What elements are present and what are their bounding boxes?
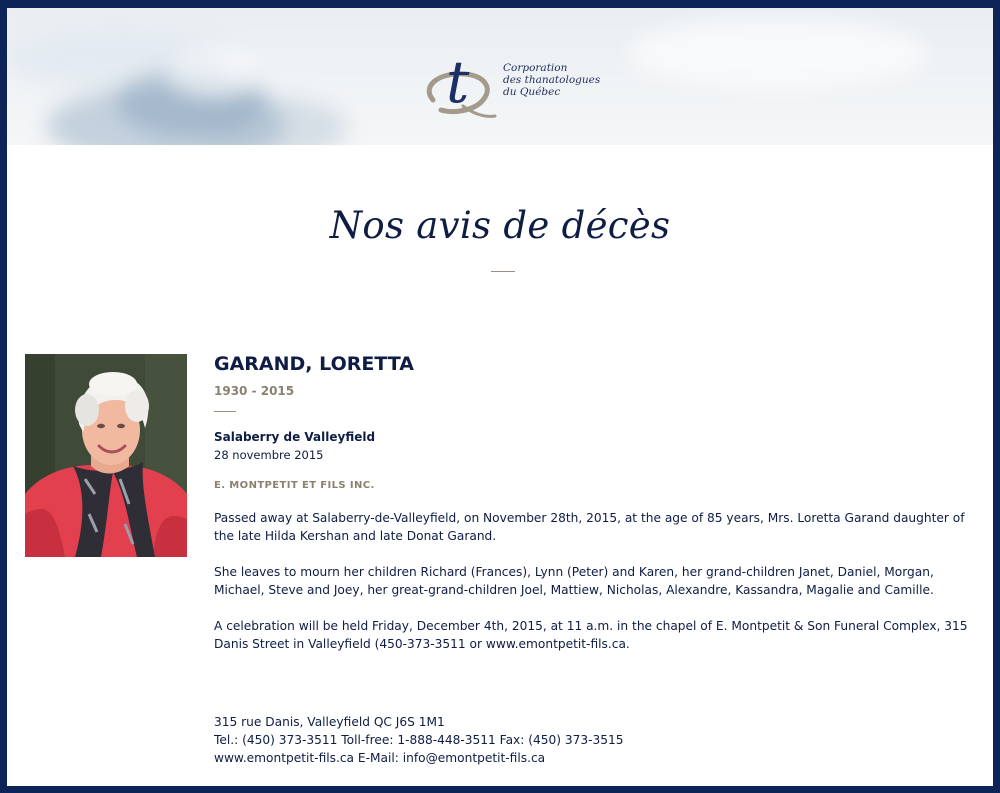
- logo-line: du Québec: [503, 86, 561, 98]
- life-years: 1930 - 2015: [214, 384, 295, 398]
- logo-line: des thanatologues: [503, 74, 601, 86]
- cloud-decoration: [167, 48, 257, 98]
- funeral-home-contact: [214, 713, 974, 767]
- deceased-name: GARAND, LORETTA: [214, 353, 414, 375]
- site-logo[interactable]: [419, 44, 619, 124]
- contact-web-email: www.emontpetit-fils.ca E-Mail: info@emontpetit-fils.ca: [214, 751, 546, 765]
- obituary-paragraph: A celebration will be held Friday, December 4th, 2015, at 11 a.m. in the chapel of E. Montpetit & Son Funeral Complex, 315 Danis Street in Valleyfield (450-373-3511 or www.emontpetit-fils.ca.: [214, 619, 968, 651]
- obituary-paragraph: Passed away at Salaberry-de-Valleyfield, on November 28th, 2015, at the age of 85 years, Mrs. Loretta Garand daughter of the late Hilda Kershan and late Donat Garand.: [214, 511, 965, 543]
- name-divider: [214, 411, 236, 412]
- title-divider: [491, 271, 515, 272]
- funeral-home-name: E. MONTPETIT ET FILS INC.: [214, 480, 375, 491]
- obituary-paragraph: She leaves to mourn her children Richard (Frances), Lynn (Peter) and Karen, her grand-children Janet, Daniel, Morgan, Michael, Steve and Joey, her great-grand-children Joel, Mattiew, Nicholas, Alexandre, Kassandra, Magalie and Camille.: [214, 565, 934, 597]
- logo-mark-icon: [419, 44, 501, 124]
- page-title: Nos avis de décès: [329, 204, 671, 247]
- obituary-details: [214, 352, 974, 671]
- logo-line: Corporation: [503, 62, 568, 74]
- deceased-photo: [25, 354, 187, 557]
- svg-text:t: t: [446, 48, 470, 116]
- obituary-text: [214, 509, 974, 653]
- death-place: Salaberry de Valleyfield: [214, 430, 376, 444]
- contact-phone: Tel.: (450) 373-3511 Toll-free: 1-888-448-3511 Fax: (450) 373-3515: [214, 733, 624, 747]
- header-banner: [7, 8, 993, 145]
- contact-address: 315 rue Danis, Valleyfield QC J6S 1M1: [214, 715, 445, 729]
- cloud-decoration: [627, 18, 927, 88]
- death-date: 28 novembre 2015: [214, 448, 324, 462]
- logo-wordmark: [503, 62, 600, 98]
